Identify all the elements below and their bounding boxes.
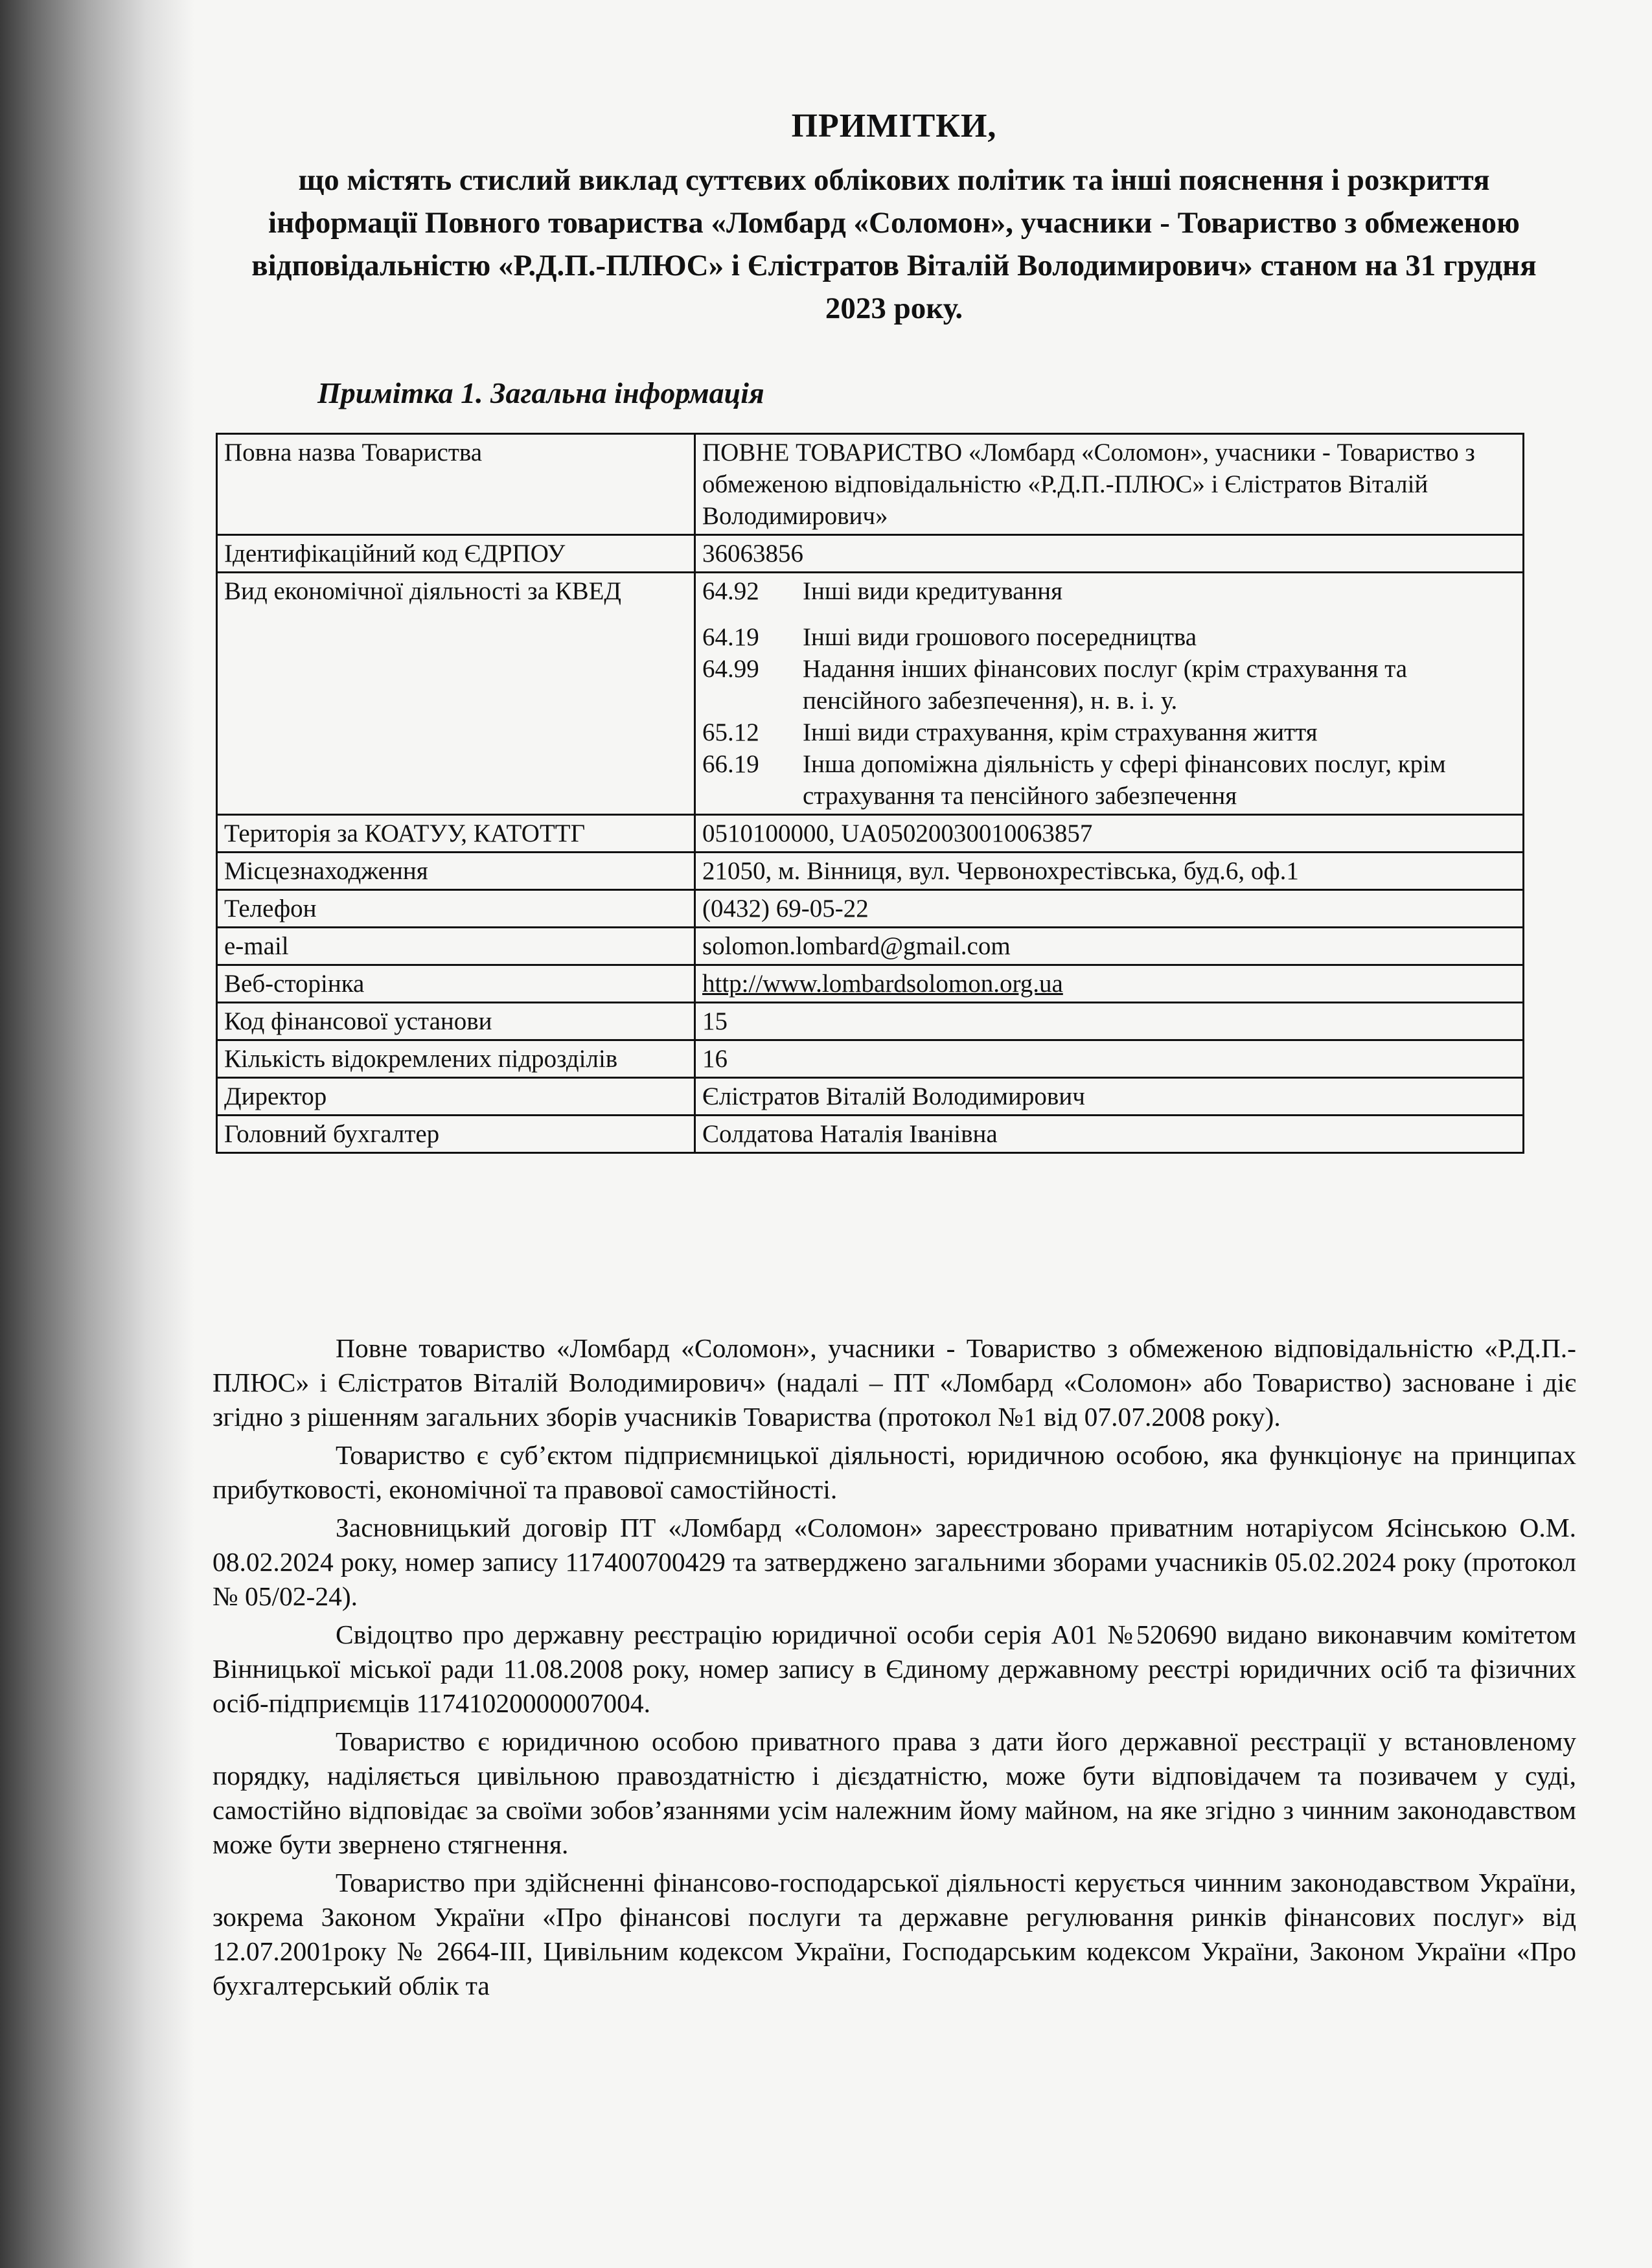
paragraph: Повне товариство «Ломбард «Соломон», учасники - Товариство з обмеженою відповідальністю «Р.Д.П.-ПЛЮС» і Єлістратов Віталій Володимирович» (надалі – ПТ «Ломбард «Соломон» або Товариство) засноване і діє згідно з рішенням загальних зборів учасників Товариства (протокол №1 від 07.07.2008 року). (212, 1333, 1576, 1432)
table-row (217, 1040, 1524, 1078)
website-cell (695, 965, 1524, 1003)
location-label: Місцезнаходження (217, 853, 695, 890)
table-row (217, 853, 1524, 890)
scan-binding-shadow (0, 0, 194, 2268)
paragraph: Товариство є суб’єктом підприємницької діяльності, юридичною особою, яка функціонує на принципах прибутковості, економічної та правової самостійності. (212, 1440, 1576, 1504)
kved-code: 64.92 (702, 577, 759, 605)
accountant-label: Головний бухгалтер (217, 1116, 695, 1153)
kved-list (695, 573, 1524, 815)
email-label: e-mail (217, 928, 695, 965)
table-row (217, 434, 1524, 535)
website-link[interactable]: http://www.lombardsolomon.org.ua (702, 970, 1063, 998)
table-row (217, 890, 1524, 928)
table-row (217, 965, 1524, 1003)
document-page (194, 0, 1652, 2268)
kved-item (702, 621, 1516, 653)
kved-item (702, 575, 1516, 607)
fin-code-label: Код фінансової установи (217, 1003, 695, 1040)
full-name-label: Повна назва Товариства (217, 434, 695, 535)
director-label: Директор (217, 1078, 695, 1116)
location-value: 21050, м. Вінниця, вул. Червонохрестівська, буд.6, оф.1 (695, 853, 1524, 890)
table-row (217, 928, 1524, 965)
phone-label: Телефон (217, 890, 695, 928)
edrpou-value: 36063856 (695, 535, 1524, 573)
kved-code: 64.19 (702, 623, 759, 651)
paragraph: Свідоцтво про державну реєстрацію юридичної особи серія А01 №520690 видано виконавчим комітетом Вінницької міської ради 11.08.2008 року, номер запису в Єдиному державному реєстрі юридичних осіб та фізичних осіб-підприємців 11741020000007004. (212, 1620, 1576, 1718)
branches-value: 16 (695, 1040, 1524, 1078)
paragraph: Товариство при здійсненні фінансово-господарської діяльності керується чинним законодавством України, зокрема Законом України «Про фінансові послуги та державне регулювання ринків фінансових послуг» від 12.07.2001року № 2664-ІІІ, Цивільним кодексом України, Господарським кодексом України, Законом України «Про бухгалтерський облік та (212, 1868, 1576, 2000)
kved-item (702, 748, 1516, 812)
kved-text: Інші види страхування, крім страхування життя (803, 718, 1318, 746)
kved-text: Надання інших фінансових послуг (крім страхування та пенсійного забезпечення), н. в. і. у. (803, 655, 1408, 715)
email-value: solomon.lombard@gmail.com (695, 928, 1524, 965)
territory-value: 0510100000, UA05020030010063857 (695, 815, 1524, 853)
paragraph: Засновницький договір ПТ «Ломбард «Соломон» зареєстровано приватним нотаріусом Ясінською О.М. 08.02.2024 року, номер запису 117400700429 та затверджено загальними зборами учасників 05.02.2024 року (протокол № 05/02-24). (212, 1513, 1576, 1611)
phone-value: (0432) 69-05-22 (695, 890, 1524, 928)
kved-item (702, 716, 1516, 748)
kved-label: Вид економічної діяльності за КВЕД (217, 573, 695, 815)
kved-code: 64.99 (702, 655, 759, 683)
kved-text: Інші види кредитування (803, 577, 1063, 605)
kved-text: Інші види грошового посередництва (803, 623, 1197, 651)
kved-code: 66.19 (702, 750, 759, 778)
kved-text: Інша допоміжна діяльність у сфері фінансових послуг, крім страхування та пенсійного забезпечення (803, 750, 1446, 810)
table-row (217, 573, 1524, 815)
full-name-value: ПОВНЕ ТОВАРИСТВО «Ломбард «Соломон», учасники - Товариство з обмеженою відповідальністю «Р.Д.П.-ПЛЮС» і Єлістратов Віталій Володимирович» (695, 434, 1524, 535)
body-text (212, 1331, 1576, 2007)
table-row (217, 1003, 1524, 1040)
fin-code-value: 15 (695, 1003, 1524, 1040)
accountant-value: Солдатова Наталія Іванівна (695, 1116, 1524, 1153)
kved-item (702, 653, 1516, 716)
director-value: Єлістратов Віталій Володимирович (695, 1078, 1524, 1116)
document-title: ПРИМІТКИ, (791, 108, 997, 144)
note-heading: Примітка 1. Загальна інформація (317, 376, 764, 409)
kved-code: 65.12 (702, 718, 759, 746)
website-label: Веб-сторінка (217, 965, 695, 1003)
table-row (217, 815, 1524, 853)
document-subtitle: що містять стислий виклад суттєвих облікових політик та інші пояснення і розкриття інформації Повного товариства «Ломбард «Соломон», учасники - Товариство з обмеженою відповідальністю «Р.Д.П.-ПЛЮС» і Єлістратов Віталій Володимирович» станом на 31 грудня 2023 року. (251, 163, 1537, 325)
edrpou-label: Ідентифікаційний код ЄДРПОУ (217, 535, 695, 573)
table-row (217, 535, 1524, 573)
general-info-table (216, 433, 1524, 1154)
territory-label: Територія за КОАТУУ, КАТОТТГ (217, 815, 695, 853)
branches-label: Кількість відокремлених підрозділів (217, 1040, 695, 1078)
table-row (217, 1116, 1524, 1153)
table-row (217, 1078, 1524, 1116)
paragraph: Товариство є юридичною особою приватного права з дати його державної реєстрації у встановленому порядку, наділяється цивільною правоздатністю і дієздатністю, може бути відповідачем та позивачем у суді, самостійно відповідає за своїми зобов’язаннями усім належним йому майном, на яке згідно з чинним законодавством може бути звернено стягнення. (212, 1726, 1576, 1859)
